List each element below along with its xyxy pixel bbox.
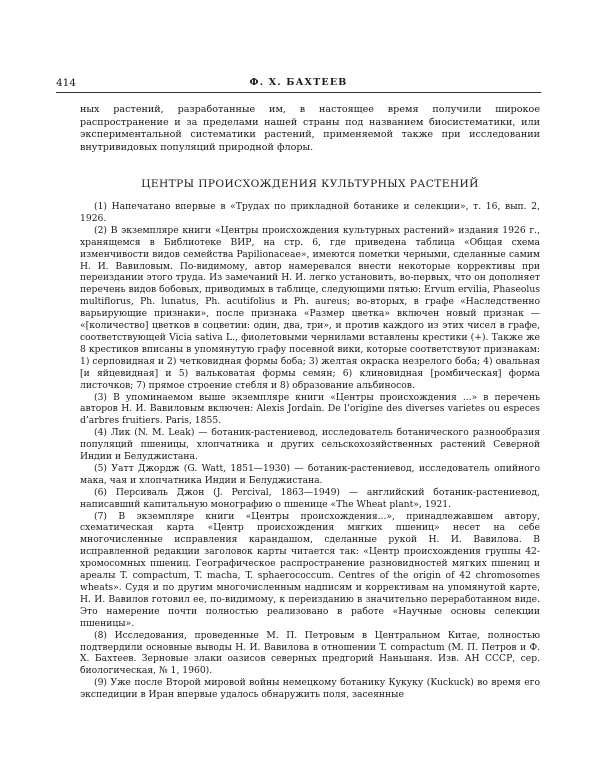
intro-text: ных растений, разработанные им, в настоящее время получили широкое распространение и за пределами нашей страны под названием биосистематики, или экспериментальной систематики растений, применяемой также при исследовании внутривидовых популяций природной флоры. <box>80 104 540 153</box>
note-number: (5) <box>94 462 108 474</box>
note-text: Лик (N. M. Leak) — ботаник-растениевод, исследователь ботанического разнообразия популяций пшеницы, хлопчатника и других сельскохозяйственных растений Северной Индии и Белуджистана. <box>80 427 540 463</box>
note-number: (2) <box>94 224 108 236</box>
note-6 <box>80 487 540 511</box>
note-9 <box>80 677 540 701</box>
note-text: Уатт Джордж (G. Watt, 1851—1930) — ботаник-растениевод, исследователь опийного мака, чая и хлопчатника Индии и Белуджистана. <box>80 462 541 486</box>
note-number: (7) <box>94 510 108 522</box>
running-title: Ф. Х. БАХТЕЕВ <box>249 77 348 88</box>
note-number: (9) <box>94 677 108 689</box>
note-8 <box>80 630 540 678</box>
note-7 <box>80 511 540 630</box>
endnotes <box>80 201 540 701</box>
note-5 <box>80 463 540 487</box>
note-number: (1) <box>94 201 108 212</box>
note-number: (3) <box>94 391 108 403</box>
note-text: В упоминаемом выше экземпляре книги «Центры происхождения ...» в перечень авторов Н. И. Вавиловым включен: Alexis Jordain. De l’origine des diverses varietes ou especes d’arbres fruitiers. Paris, 1855. <box>80 391 540 427</box>
note-1 <box>80 201 540 225</box>
intro-paragraph <box>80 104 540 154</box>
note-number: (8) <box>94 629 108 641</box>
running-head <box>56 76 541 90</box>
note-text: В экземпляре книги «Центры происхождения...», принадлежавшем автору, схематическая карта «Центр происхождения мягких пшениц» несет на себе многочисленные исправления карандашом, сделанные рукой Н. И. Вавилова. В исправленной редакции заголовок карты читается так: «Центр происхождения группы 42-хромосомных пшениц. Географическое распространение разновидностей мягких пшениц и ареалы T. compactum, T. macha, T. sphaerococcum. Centres of the origin of 42 chromosomes wheats». Судя и по другим многочисленным надписям и коррективам на упомянутой карте, Н. И. Вавилов готовил ее, по-видимому, к переизданию в значительно переработанном виде. Это намерение почти полностью реализовано в работе «Научные основы селекции пшеницы». <box>80 510 540 629</box>
note-number: (4) <box>94 427 108 439</box>
note-text: Исследования, проведенные М. П. Петровым в Центральном Китае, полностью подтвердили основные выводы Н. И. Вавилова в отношении T. compactum (М. П. Петров и Ф. Х. Бахтеев. Зерновые злаки оазисов северных предгорий Наньшаня. Изв. АН СССР, сер. биологическая, № 1, 1960). <box>80 629 540 677</box>
page-number: 414 <box>56 77 77 89</box>
note-text: Уже после Второй мировой войны немецкому ботанику Кукуку (Kuckuck) во время его экспедиции в Иран впервые удалось обнаружить поля, засеянные <box>80 677 540 701</box>
section-title: ЦЕНТРЫ ПРОИСХОЖДЕНИЯ КУЛЬТУРНЫХ РАСТЕНИЙ <box>141 178 479 190</box>
header-rule <box>56 92 541 93</box>
note-3 <box>80 392 540 428</box>
note-number: (6) <box>94 486 108 498</box>
note-text: Напечатано впервые в «Трудах по прикладной ботанике и селекции», т. 16, вып. 2, 1926. <box>80 201 541 224</box>
note-4 <box>80 427 540 463</box>
note-text: Персиваль Джон (J. Percival, 1863—1949) — английский ботаник-растениевод, написавший капитальную монографию о пшенице «The Wheat plant», 1921. <box>80 486 540 510</box>
note-2 <box>80 225 540 392</box>
note-text: В экземпляре книги «Центры происхождения культурных растений» издания 1926 г., хранящемся в Библиотеке ВИР, на стр. 6, где приведена таблица «Общая схема изменчивости видов семейства Papilionaceae», имеются пометки черными, сделанные самим Н. И. Вавиловым. По-видимому, автор намеревался внести некоторые коррективы при переиздании этого труда. Из замечаний Н. И. легко установить, во-первых, что он дополняет перечень видов бобовых, приводимых в таблице, следующими пятью: Ervum ervilia, Phaseolus multiflorus, Ph. lunatus, Ph. acutifolius и Ph. aureus; во-вторых, в графе «Наследственно варьирующие признаки», после признака «Размер цветка» включен новый признак — «[количество] цветков в соцветии: один, два, три», и против каждого из этих чисел в графе, соответствующей Vicia sativa L., фиолетовыми чернилами вставлены крестики (+). Также же 8 крестиков вписаны в упомянутую графу посевной вики, которые соответствуют признакам: 1) серповидная и 2) четковидная формы боба; 3) желтая окраска незрелого боба; 4) овальная [и яйцевидная] и 5) вальковатая формы семян; 6) клиновидная [ромбическая] форма листочков; 7) прямое строение стебля и 8) образование альбиносов. <box>80 224 540 391</box>
